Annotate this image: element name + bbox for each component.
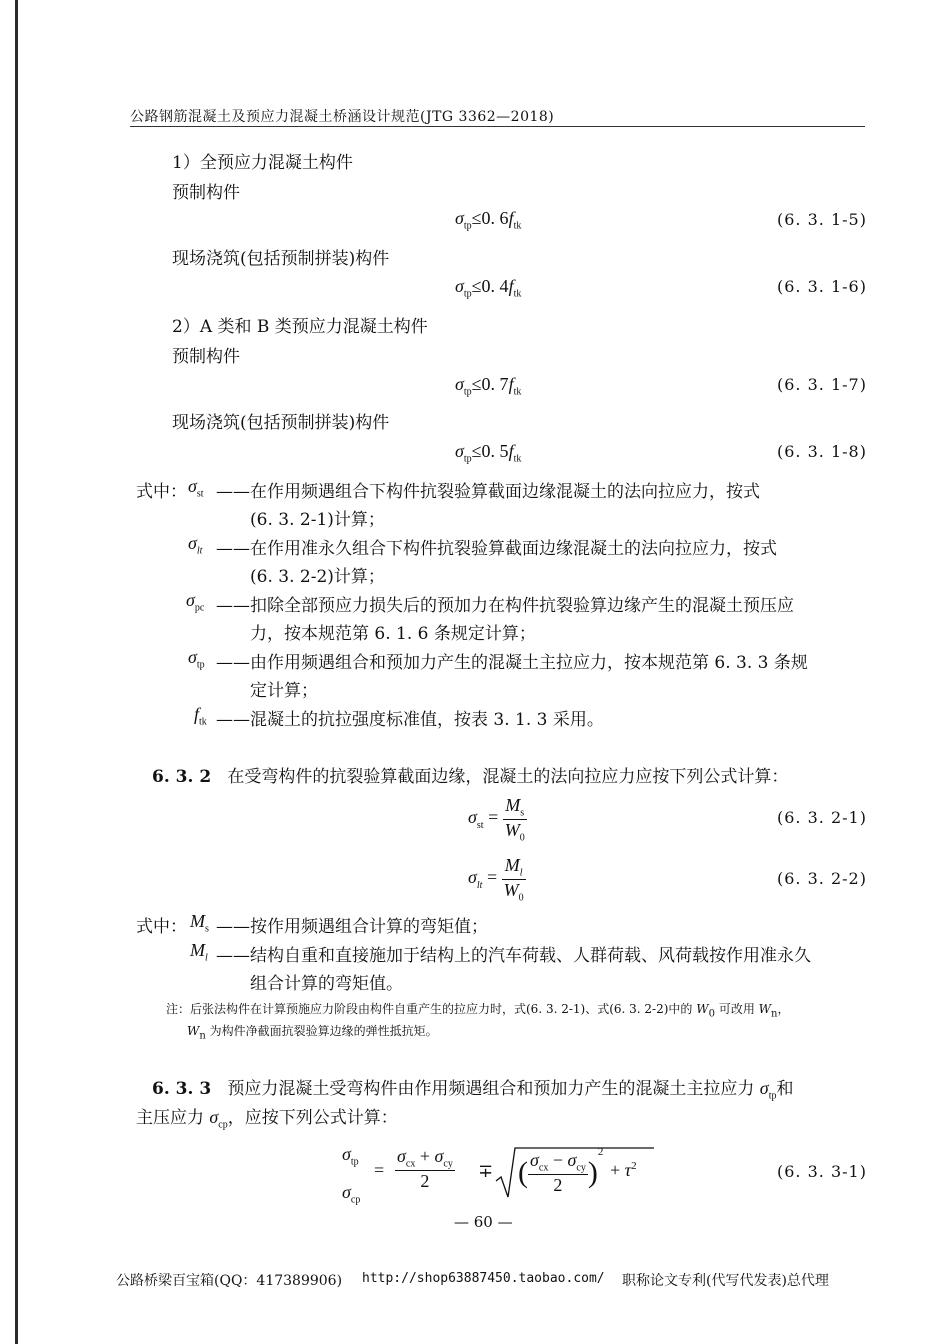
- note-line-1: 注：后张法构件在计算预施应力阶段由构件自重产生的拉应力时，式(6. 3. 2-1)、式(6. 3. 2-2)中的 $W_0$ 可改用 $W_n$，: [166, 1002, 790, 1020]
- cast-label-1: 现场浇筑(包括预制拼装)构件: [172, 249, 390, 269]
- symbol-sigma-cp-stack: $\sigma_{cp}$: [342, 1182, 361, 1206]
- definition-f-tk: ——混凝土的抗拉强度标准值，按表 3. 1. 3 采用。: [216, 710, 604, 730]
- equation-6-3-1-5: $\sigma_{tp}\le 0$. $6f_{tk}$: [455, 208, 522, 232]
- equation-6-3-2-2: $\sigma_{lt}$ = $\frac{M_l}{W_0}$: [468, 855, 524, 904]
- prefab-label-1: 预制构件: [172, 183, 240, 203]
- equation-number-6-3-1-5: (6. 3. 1-5): [777, 210, 867, 229]
- cast-label-2: 现场浇筑(包括预制拼装)构件: [172, 413, 390, 433]
- section-number: 6. 3. 2: [152, 767, 212, 787]
- scan-edge-line: [15, 0, 18, 1344]
- running-header: 公路钢筋混凝土及预应力混凝土桥涵设计规范(JTG 3362—2018): [130, 109, 555, 125]
- symbol-sigma-st: $\sigma_{st}$: [188, 476, 204, 500]
- equation-6-3-1-6: $\sigma_{tp}\le 0$. $4f_{tk}$: [455, 276, 522, 300]
- minus-plus-sign: ∓: [478, 1161, 494, 1181]
- tau-squared: + $\tau^2$: [610, 1160, 637, 1180]
- footer-url: http://shop63887450.taobao.com/: [362, 1271, 605, 1286]
- header-rule: [130, 126, 865, 127]
- item-2-title: 2）A 类和 B 类预应力混凝土构件: [172, 317, 428, 337]
- equation-number-6-3-1-8: (6. 3. 1-8): [777, 442, 867, 461]
- equation-number-6-3-1-6: (6. 3. 1-6): [777, 277, 867, 296]
- definition-sigma-lt-cont: (6. 3. 2-2)计算；: [250, 567, 385, 587]
- prefab-label-2: 预制构件: [172, 347, 240, 367]
- symbol-sigma-tp-stack: $\sigma_{tp}$: [342, 1144, 359, 1168]
- symbol-M-l: $M_l$: [190, 940, 208, 964]
- equation-number-6-3-2-1: (6. 3. 2-1): [777, 808, 867, 827]
- definition-sigma-pc: ——扣除全部预应力损失后的预加力在构件抗裂验算边缘产生的混凝土预压应: [216, 596, 794, 616]
- symbol-sigma-pc: $\sigma_{pc}$: [186, 590, 205, 614]
- symbol-f-tk: $f_{tk}$: [194, 704, 207, 728]
- definition-M-l: ——结构自重和直接施加于结构上的汽车荷载、人群荷载、风荷载按作用准永久: [216, 946, 811, 966]
- definition-M-s: ——按作用频遇组合计算的弯矩值；: [216, 917, 488, 937]
- definition-sigma-st: ——在作用频遇组合下构件抗裂验算截面边缘混凝土的法向拉应力，按式: [216, 482, 760, 502]
- equals-sign: =: [374, 1160, 385, 1180]
- equation-6-3-2-1: $\sigma_{st}$ = $\frac{M_s}{W_0}$: [468, 795, 525, 844]
- page-number: — 60 —: [454, 1213, 513, 1231]
- equation-number-6-3-2-2: (6. 3. 2-2): [777, 869, 867, 888]
- definition-sigma-pc-cont: 力，按本规范第 6. 1. 6 条规定计算；: [250, 624, 536, 644]
- note-line-2: $W_n$ 为构件净截面抗裂验算边缘的弹性抵抗矩。: [187, 1024, 438, 1042]
- section-6-3-2: [152, 762, 788, 787]
- footer-left: 公路桥梁百宝箱(QQ：417389906): [116, 1273, 343, 1289]
- definition-sigma-st-cont: (6. 3. 2-1)计算；: [250, 510, 385, 530]
- section-6-3-3: 6. 3. 3 预应力混凝土受弯构件由作用频遇组合和预加力产生的混凝土主拉应力 $\sigma_{tp}$和: [152, 1078, 794, 1102]
- definition-sigma-lt: ——在作用准永久组合下构件抗裂验算截面边缘混凝土的法向拉应力，按式: [216, 539, 777, 559]
- fraction-difference-squared: ( $\frac{\sigma_{cx} - \sigma_{cy}}{2}$ )$^2$: [518, 1146, 604, 1195]
- section-number-633: 6. 3. 3: [152, 1079, 212, 1099]
- fraction-sum: $\frac{\sigma_{cx} + \sigma_{cy}}{2}$: [397, 1146, 453, 1191]
- footer-right: 职称论文专利(代写代发表)总代理: [622, 1273, 829, 1289]
- definition-M-l-cont: 组合计算的弯矩值。: [250, 974, 403, 994]
- equation-6-3-1-8: $\sigma_{tp}\le 0$. $5f_{tk}$: [455, 441, 522, 465]
- definition-sigma-tp-cont: 定计算；: [250, 681, 318, 701]
- section-6-3-3-cont: 主压应力 $\sigma_{cp}$，应按下列公式计算：: [136, 1107, 398, 1131]
- definition-sigma-tp: ——由作用频遇组合和预加力产生的混凝土主拉应力，按本规范第 6. 3. 3 条规: [216, 653, 808, 673]
- item-1-title: 1）全预应力混凝土构件: [172, 153, 353, 173]
- symbol-sigma-lt: $\sigma_{lt}$: [188, 533, 203, 557]
- where-lead-1: 式中：: [136, 482, 187, 502]
- section-text: 在受弯构件的抗裂验算截面边缘，混凝土的法向拉应力应按下列公式计算：: [227, 767, 789, 787]
- symbol-M-s: $M_s$: [190, 911, 209, 935]
- equation-number-6-3-1-7: (6. 3. 1-7): [777, 375, 867, 394]
- equation-number-6-3-3-1: (6. 3. 3-1): [777, 1162, 867, 1181]
- equation-6-3-1-7: $\sigma_{tp}\le 0$. $7f_{tk}$: [455, 374, 522, 398]
- symbol-sigma-tp: $\sigma_{tp}$: [188, 647, 205, 671]
- where-lead-2: 式中：: [136, 917, 187, 937]
